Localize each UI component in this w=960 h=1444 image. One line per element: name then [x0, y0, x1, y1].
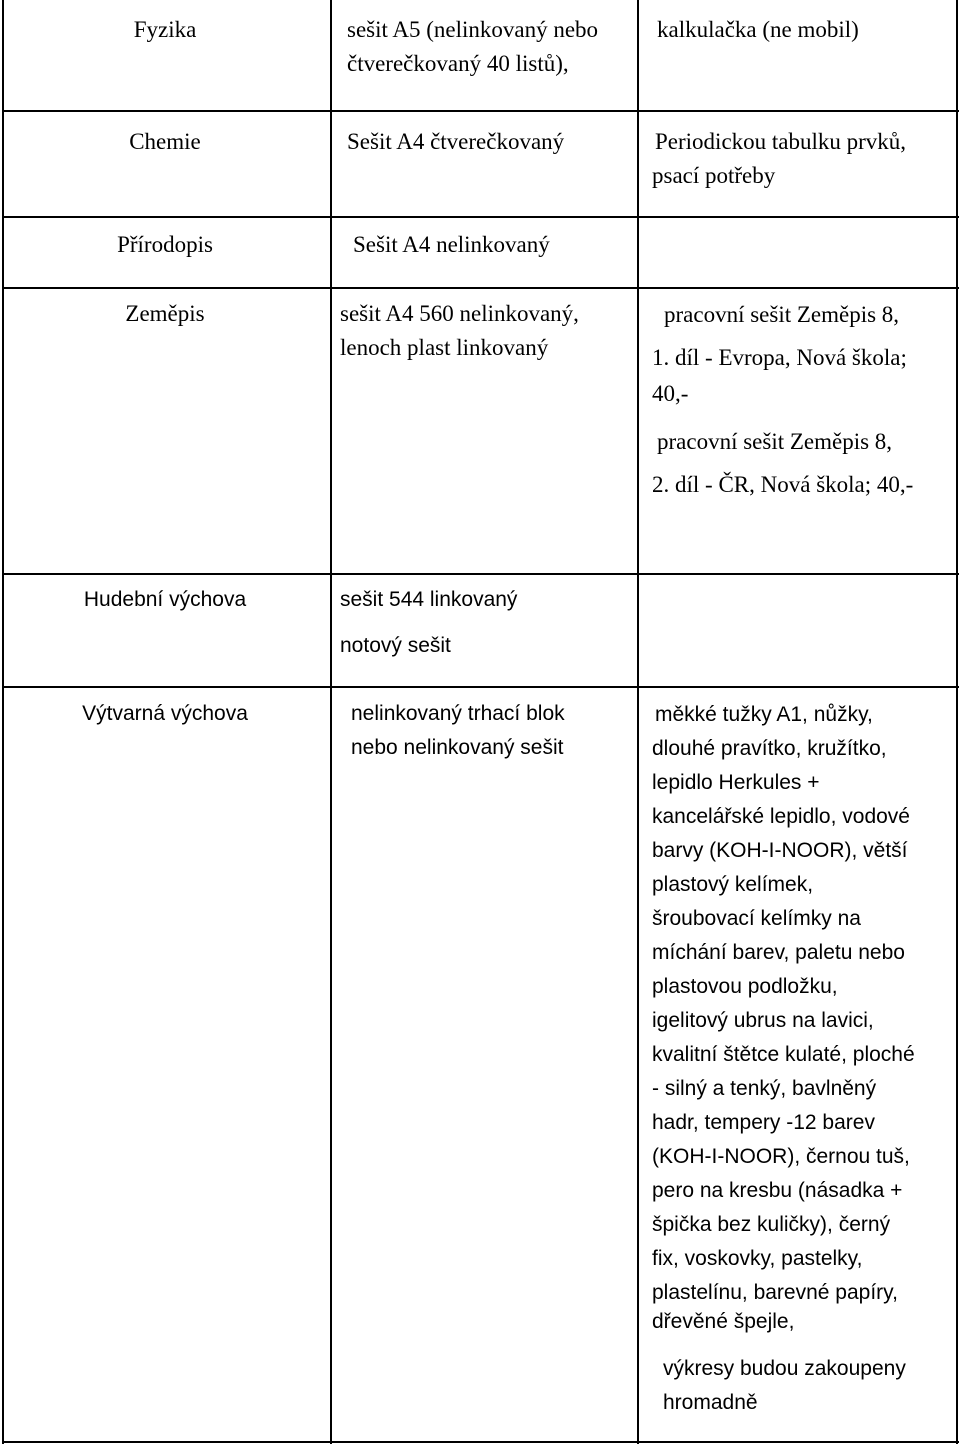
table-right-border	[956, 0, 958, 1444]
subject-cell: Výtvarná výchova	[82, 702, 248, 725]
notebook-line: notový sešit	[340, 634, 451, 657]
supplies-line: 2. díl - ČR, Nová škola; 40,-	[652, 472, 914, 497]
supplies-line: dřevěné špejle,	[652, 1310, 795, 1333]
notebook-line: sešit A5 (nelinkovaný nebo	[347, 17, 599, 42]
supplies-line: hadr, tempery -12 barev	[652, 1111, 875, 1134]
supplies-line: pracovní sešit Zeměpis 8,	[664, 302, 900, 327]
supplies-line: šroubovací kelímky na	[652, 907, 861, 930]
supplies-line: pracovní sešit Zeměpis 8,	[657, 429, 893, 454]
row-divider	[2, 573, 959, 575]
subject-cell: Přírodopis	[117, 232, 213, 257]
notebook-line: Sešit A4 čtverečkovaný	[347, 129, 565, 154]
row-divider	[2, 216, 959, 218]
supplies-line: fix, voskovky, pastelky,	[652, 1247, 863, 1270]
supplies-line: plastovou podložku,	[652, 975, 838, 998]
supplies-line: pero na kresbu (násadka +	[652, 1179, 903, 1202]
supplies-line: kalkulačka (ne mobil)	[657, 17, 859, 42]
notebook-line: nelinkovaný trhací blok	[351, 702, 565, 725]
supplies-line: kvalitní štětce kulaté, ploché	[652, 1043, 915, 1066]
notebook-line: čtverečkovaný 40 listů),	[347, 51, 569, 76]
supplies-line: psací potřeby	[652, 163, 776, 188]
supplies-line: - silný a tenký, bavlněný	[652, 1077, 877, 1100]
row-divider	[2, 287, 959, 289]
supplies-line: lepidlo Herkules +	[652, 771, 820, 794]
notebook-line: lenoch plast linkovaný	[340, 335, 549, 360]
supplies-line: 1. díl - Evropa, Nová škola;	[652, 345, 907, 370]
supplies-line: měkké tužky A1, nůžky,	[655, 703, 873, 726]
supplies-line: (KOH-I-NOOR), černou tuš,	[652, 1145, 910, 1168]
notebook-line: sešit A4 560 nelinkovaný,	[340, 301, 579, 326]
supplies-line: špička bez kuličky), černý	[652, 1213, 891, 1236]
supplies-line: kancelářské lepidlo, vodové	[652, 805, 910, 828]
supplies-line: míchání barev, paletu nebo	[652, 941, 905, 964]
table-bottom-border	[2, 1441, 959, 1443]
supplies-line: barvy (KOH-I-NOOR), větší	[652, 839, 908, 862]
supplies-line: plastelínu, barevné papíry,	[652, 1281, 898, 1304]
supplies-line: plastový kelímek,	[652, 873, 814, 896]
supplies-line: dlouhé pravítko, kružítko,	[652, 737, 887, 760]
subject-cell: Hudební výchova	[83, 588, 247, 611]
notebook-line: Sešit A4 nelinkovaný	[353, 232, 550, 257]
supplies-line: výkresy budou zakoupeny	[663, 1357, 906, 1380]
column-divider	[330, 0, 332, 1444]
notebook-line: sešit 544 linkovaný	[340, 588, 518, 611]
subject-cell: Fyzika	[133, 17, 197, 42]
row-divider	[2, 686, 959, 688]
supplies-line: Periodickou tabulku prvků,	[655, 129, 907, 154]
supplies-line: hromadně	[663, 1391, 758, 1414]
column-divider	[637, 0, 639, 1444]
row-divider	[2, 110, 959, 112]
supplies-line: 40,-	[652, 381, 689, 406]
subject-cell: Zeměpis	[125, 301, 205, 326]
subject-cell: Chemie	[129, 129, 201, 154]
supplies-line: igelitový ubrus na lavici,	[652, 1009, 874, 1032]
notebook-line: nebo nelinkovaný sešit	[351, 736, 564, 759]
